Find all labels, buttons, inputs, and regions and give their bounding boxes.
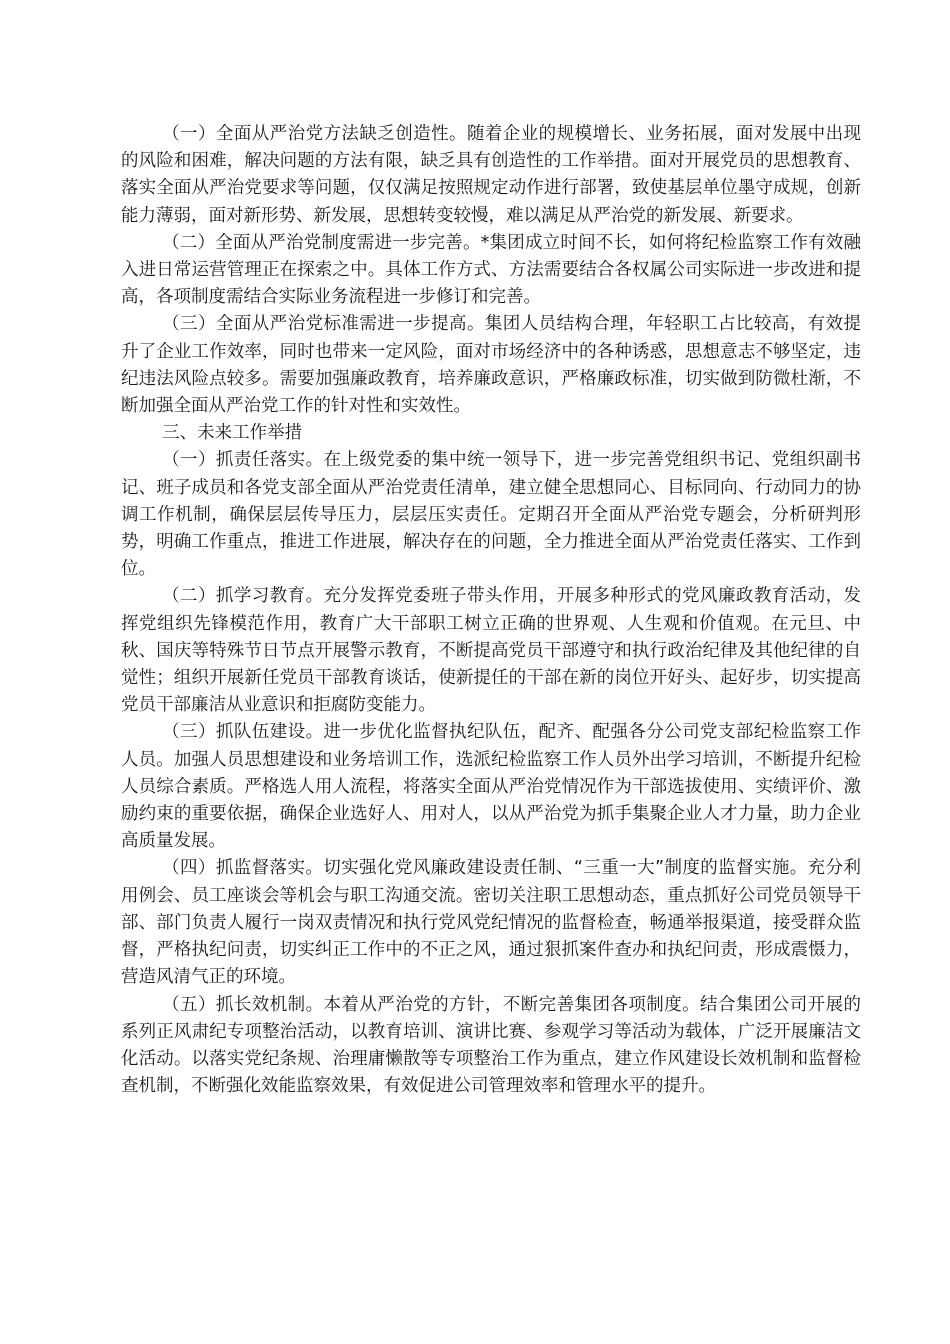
paragraph-system-improvement: （二）全面从严治党制度需进一步完善。*集团成立时间不长，如何将纪检监察工作有效融入进日常运营管理正在探索之中。具体工作方式、方法需要结合各权属公司实际进一步改进和提高，各项制度需结合实际业务流程进一步修订和完善。	[121, 232, 861, 308]
paragraph-supervision: （四）抓监督落实。切实强化党风廉政建设责任制、“三重一大”制度的监督实施。充分利用例会、员工座谈会等机会与职工沟通交流。密切关注职工思想动态，重点抓好公司党员领导干部、部门负责人履行一岗双责情况和执行党风党纪情况的监督检查，畅通举报渠道，接受群众监督，严格执纪问责，切实纠正工作中的不正之风，通过狠抓案件查办和执纪问责，形成震慑力，营造风清气正的环境。	[121, 858, 861, 988]
paragraph-long-term-mechanism: （五）抓长效机制。本着从严治党的方针，不断完善集团各项制度。结合集团公司开展的系列正风肃纪专项整治活动，以教育培训、演讲比赛、参观学习等活动为载体，广泛开展廉洁文化活动。以落实党纪条规、治理庸懒散等专项整治工作为重点，建立作风建设长效机制和监督检查机制，不断强化效能监察效果，有效促进公司管理效率和管理水平的提升。	[121, 994, 861, 1097]
paragraph-education: （二）抓学习教育。充分发挥党委班子带头作用，开展多种形式的党风廉政教育活动，发挥党组织先锋模范作用，教育广大干部职工树立正确的世界观、人生观和价值观。在元旦、中秋、国庆等特殊节日节点开展警示教育，不断提高党员干部遵守和执行政治纪律及其他纪律的自觉性；组织开展新任党员干部教育谈话，使新提任的干部在新的岗位开好头、起好步，切实提高党员干部廉洁从业意识和拒腐防变能力。	[121, 586, 861, 716]
paragraph-standard-improvement: （三）全面从严治党标准需进一步提高。集团人员结构合理，年轻职工占比较高，有效提升了企业工作效率，同时也带来一定风险，面对市场经济中的各种诱惑，思想意志不够坚定，违纪违法风险点较多。需要加强廉政教育，培养廉政意识，严格廉政标准，切实做到防微杜渐，不断加强全面从严治党工作的针对性和实效性。	[121, 314, 861, 417]
paragraph-team-building: （三）抓队伍建设。进一步优化监督执纪队伍，配齐、配强各分公司党支部纪检监察工作人员。加强人员思想建设和业务培训工作，选派纪检监察工作人员外出学习培训，不断提升纪检人员综合素质。严格选人用人流程，将落实全面从严治党情况作为干部选拔使用、实绩评价、激励约束的重要依据，确保企业选好人、用对人，以从严治党为抓手集聚企业人才力量，助力企业高质量发展。	[121, 722, 861, 852]
section-heading-future-measures: 三、未来工作举措	[162, 423, 303, 444]
paragraph-responsibility: （一）抓责任落实。在上级党委的集中统一领导下，进一步完善党组织书记、党组织副书记、班子成员和各党支部全面从严治党责任清单，建立健全思想同心、目标同向、行动同力的协调工作机制，确保层层传导压力，层层压实责任。定期召开全面从严治党专题会，分析研判形势，明确工作重点，推进工作进展，解决存在的问题，全力推进全面从严治党责任落实、工作到位。	[121, 450, 861, 580]
paragraph-methods-lacking-creativity: （一）全面从严治党方法缺乏创造性。随着企业的规模增长、业务拓展，面对发展中出现的风险和困难，解决问题的方法有限，缺乏具有创造性的工作举措。面对开展党员的思想教育、落实全面从严治党要求等问题，仅仅满足按照规定动作进行部署，致使基层单位墨守成规，创新能力薄弱，面对新形势、新发展，思想转变较慢，难以满足从严治党的新发展、新要求。	[121, 124, 861, 226]
document-page	[121, 121, 861, 1100]
